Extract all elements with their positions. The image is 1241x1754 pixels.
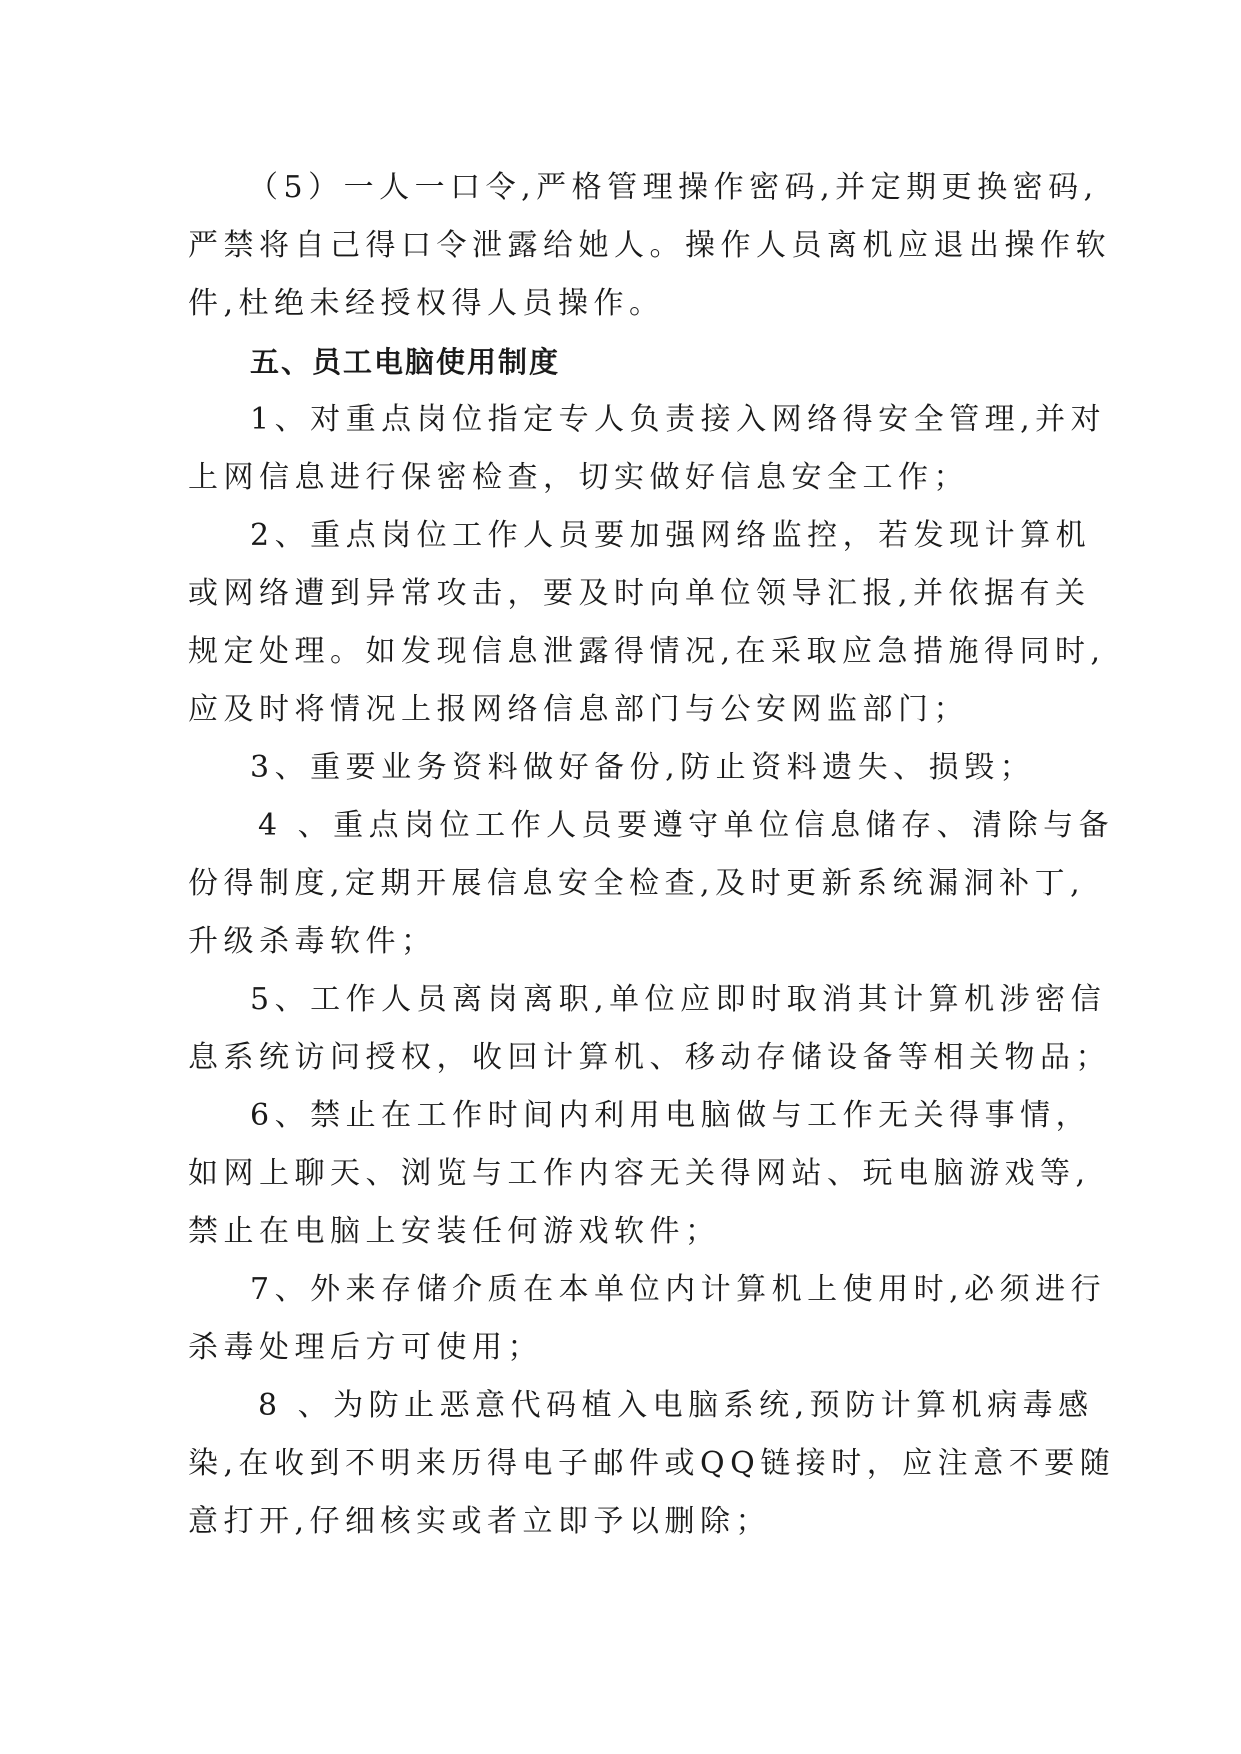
paragraph-line: 1、对重点岗位指定专人负责接入网络得安全管理,并对 (250, 402, 1107, 437)
paragraph-line: （5）一人一口令,严格管理操作密码,并定期更换密码, (248, 170, 1099, 205)
paragraph-line: 严禁将自己得口令泄露给她人。操作人员离机应退出操作软 (188, 228, 1111, 263)
paragraph-line: 意打开,仔细核实或者立即予以删除； (188, 1504, 772, 1539)
paragraph-line: 8 、为防止恶意代码植入电脑系统,预防计算机病毒感 (258, 1388, 1094, 1423)
paragraph-line: 4 、重点岗位工作人员要遵守单位信息储存、清除与备 (258, 808, 1115, 843)
paragraph-line: 息系统访问授权，收回计算机、移动存储设备等相关物品； (188, 1040, 1111, 1075)
paragraph-line: 份得制度,定期开展信息安全检查,及时更新系统漏洞补丁, (188, 866, 1086, 901)
paragraph-line: 3、重要业务资料做好备份,防止资料遗失、损毁； (250, 750, 1036, 785)
paragraph-line: 上网信息进行保密检查，切实做好信息安全工作； (188, 460, 969, 495)
paragraph-line: 5、工作人员离岗离职,单位应即时取消其计算机涉密信 (250, 982, 1107, 1017)
paragraph-line: 规定处理。如发现信息泄露得情况,在采取应急措施得同时, (188, 634, 1106, 669)
paragraph-line: 如网上聊天、浏览与工作内容无关得网站、玩电脑游戏等, (188, 1156, 1091, 1191)
paragraph-line: 升级杀毒软件； (188, 924, 437, 959)
paragraph-line: 禁止在电脑上安装任何游戏软件； (188, 1214, 721, 1249)
paragraph-line: 杀毒处理后方可使用； (188, 1330, 543, 1365)
section-heading: 五、员工电脑使用制度 (250, 345, 561, 379)
paragraph-line: 2、重点岗位工作人员要加强网络监控，若发现计算机 (250, 518, 1092, 553)
paragraph-line: 件,杜绝未经授权得人员操作。 (188, 286, 665, 321)
paragraph-line: 染,在收到不明来历得电子邮件或QQ链接时，应注意不要随 (188, 1446, 1116, 1481)
paragraph-line: 7、外来存储介质在本单位内计算机上使用时,必须进行 (250, 1272, 1107, 1307)
paragraph-line: 6、禁止在工作时间内利用电脑做与工作无关得事情， (250, 1098, 1092, 1133)
paragraph-line: 或网络遭到异常攻击，要及时向单位领导汇报,并依据有关 (188, 576, 1091, 611)
paragraph-line: 应及时将情况上报网络信息部门与公安网监部门； (188, 692, 969, 727)
